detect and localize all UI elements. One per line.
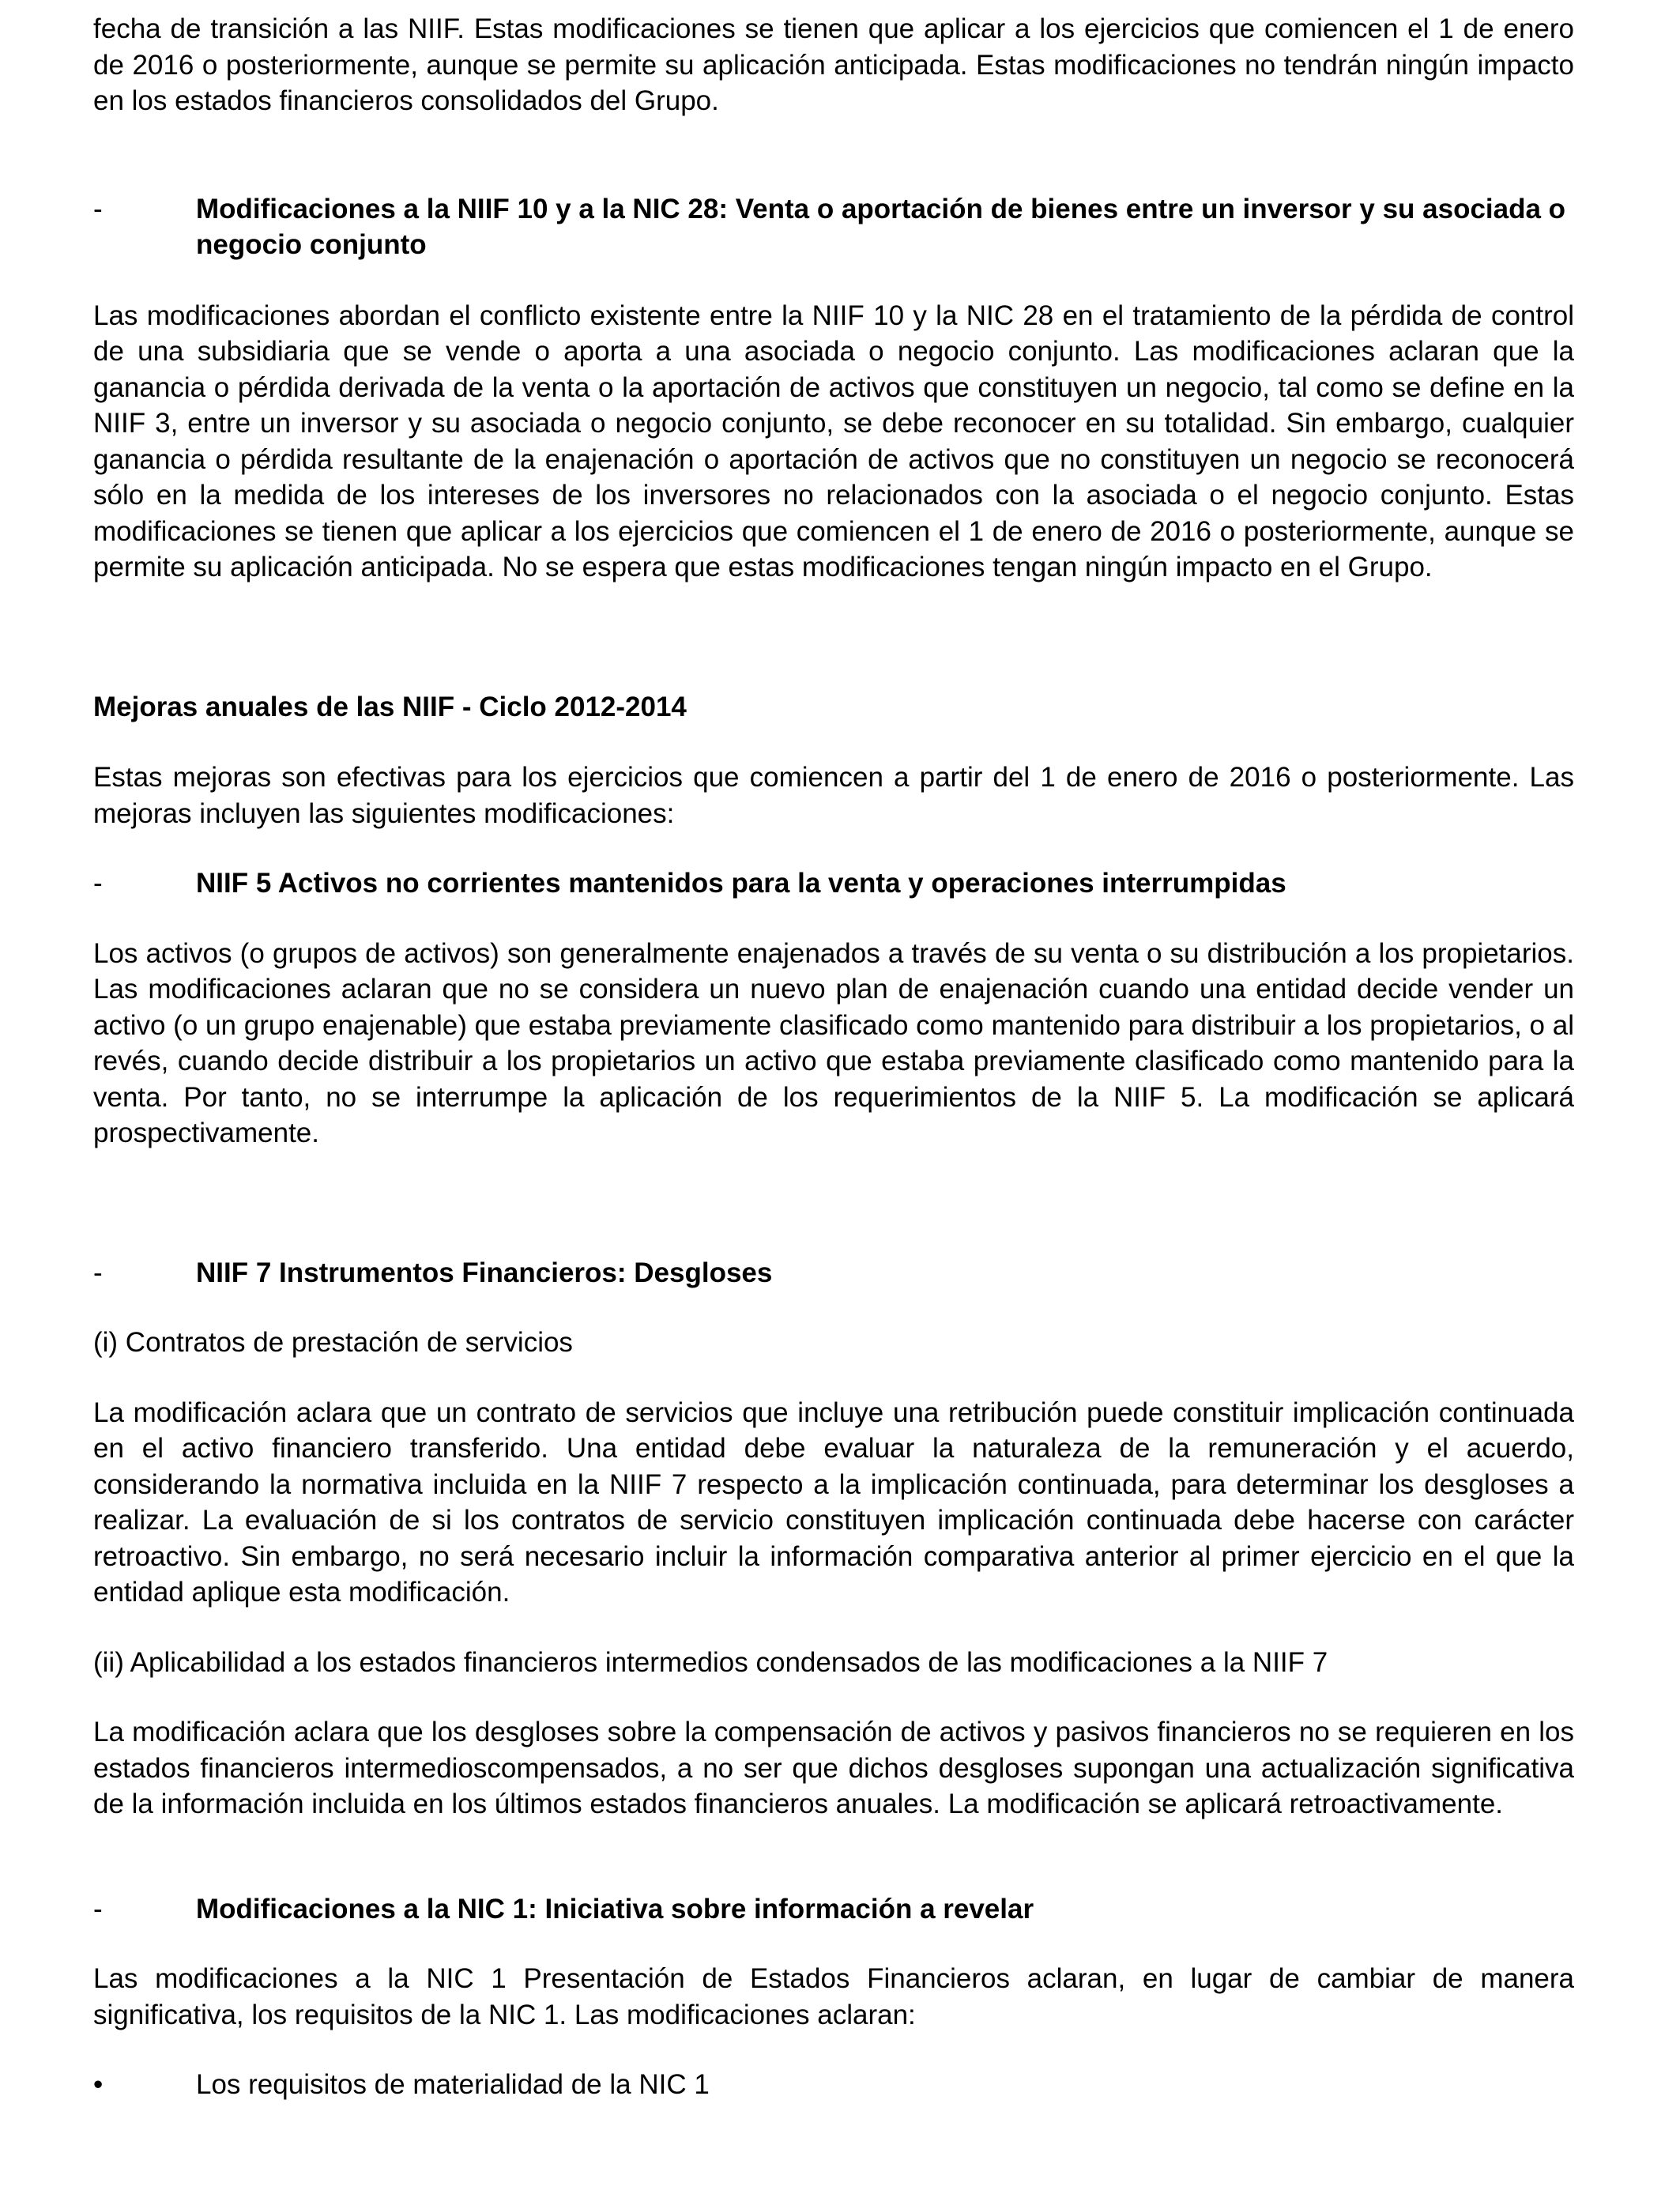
document-page xyxy=(93,11,1574,2103)
heading-niif10-text: Modificaciones a la NIIF 10 y a la NIC 28: Venta o aportación de bienes entre un inversor y su asociada o negocio conjunto xyxy=(196,193,1566,260)
heading-niif5-text: NIIF 5 Activos no corrientes mantenidos para la venta y operaciones interrumpidas xyxy=(196,868,1286,899)
heading-niif5 xyxy=(93,865,1574,902)
paragraph-niif7-servicios: La modificación aclara que un contrato de servicios que incluye una retribución puede constituir implicación continuada en el activo financiero transferido. Una entidad debe evaluar la naturaleza de la remuneración y el acuerdo, considerando la normativa incluida en la NIIF 7 respecto a la implicación continuada, para determinar los desgloses a realizar. La evaluación de si los contratos de servicio constituyen implicación continuada debe hacerse con carácter retroactivo. Sin embargo, no será necesario incluir la información comparativa anterior al primer ejercicio en el que la entidad aplique esta modificación. xyxy=(93,1397,1574,1608)
paragraph-niif10-body: Las modificaciones abordan el conflicto existente entre la NIIF 10 y la NIC 28 en el tratamiento de la pérdida de control de una subsidiaria que se vende o aporta a una asociada o negocio conjunto. Las modificaciones aclaran que la ganancia o pérdida derivada de la venta o la aportación de activos que constituyen un negocio, tal como se define en la NIIF 3, entre un inversor y su asociada o negocio conjunto, se debe reconocer en su totalidad. Sin embargo, cualquier ganancia o pérdida resultante de la enajenación o aportación de activos que no constituyen un negocio se reconocerá sólo en la medida de los intereses de los inversores no relacionados con la asociada o el negocio conjunto. Estas modificaciones se tienen que aplicar a los ejercicios que comiencen el 1 de enero de 2016 o posteriormente, aunque se permite su aplicación anticipada. No se espera que estas modificaciones tengan ningún impacto en el Grupo. xyxy=(93,300,1574,582)
paragraph-nic1-body: Las modificaciones a la NIC 1 Presentación de Estados Financieros aclaran, en lugar de cambiar de manera significativa, los requisitos de la NIC 1. Las modificaciones aclaran: xyxy=(93,1963,1574,2030)
bullet-marker: • xyxy=(93,2069,104,2100)
sublabel-contratos-servicios: (i) Contratos de prestación de servicios xyxy=(93,1327,573,1358)
heading-mejoras-anuales: Mejoras anuales de las NIIF - Ciclo 2012-2014 xyxy=(93,691,687,722)
paragraph-niif7-compensacion: La modificación aclara que los desgloses sobre la compensación de activos y pasivos financieros no se requieren en los estados financieros intermedioscompensados, a no ser que dichos desgloses supongan una actualización significativa de la información incluida en los últimos estados financieros anuales. La modificación se aplicará retroactivamente. xyxy=(93,1717,1574,1819)
sublabel-aplicabilidad-intermedios: (ii) Aplicabilidad a los estados financieros intermedios condensados de las modificaciones a la NIIF 7 xyxy=(93,1646,1328,1678)
dash-marker: - xyxy=(93,193,103,224)
bullet-text: Los requisitos de materialidad de la NIC 1 xyxy=(196,2069,710,2100)
paragraph-niif5-body: Los activos (o grupos de activos) son generalmente enajenados a través de su venta o su distribución a los propietarios. Las modificaciones aclaran que no se considera un nuevo plan de enajenación cuando una entidad decide vender un activo (o un grupo enajenable) que estaba previamente clasificado como mantenido para distribuir a los propietarios, o al revés, cuando decide distribuir a los propietarios un activo que estaba previamente clasificado como mantenido para la venta. Por tanto, no se interrumpe la aplicación de los requerimientos de la NIIF 5. La modificación se aplicará prospectivamente. xyxy=(93,937,1574,1148)
dash-marker: - xyxy=(93,1257,103,1288)
dash-marker: - xyxy=(93,1893,103,1924)
heading-nic1 xyxy=(93,1891,1574,1928)
heading-nic1-text: Modificaciones a la NIC 1: Iniciativa sobre información a revelar xyxy=(196,1893,1034,1924)
heading-niif7 xyxy=(93,1255,1574,1291)
paragraph-mejoras-intro: Estas mejoras son efectivas para los ejercicios que comiencen a partir del 1 de enero de 2016 o posteriormente. Las mejoras incluyen las siguientes modificaciones: xyxy=(93,762,1574,829)
dash-marker: - xyxy=(93,868,103,899)
heading-niif10-nic28 xyxy=(93,191,1574,263)
list-item xyxy=(93,2067,1574,2103)
heading-niif7-text: NIIF 7 Instrumentos Financieros: Desgloses xyxy=(196,1257,773,1288)
paragraph-transition: fecha de transición a las NIIF. Estas modificaciones se tienen que aplicar a los ejercicios que comiencen el 1 de enero de 2016 o posteriormente, aunque se permite su aplicación anticipada. Estas modificaciones no tendrán ningún impacto en los estados financieros consolidados del Grupo. xyxy=(93,13,1574,116)
